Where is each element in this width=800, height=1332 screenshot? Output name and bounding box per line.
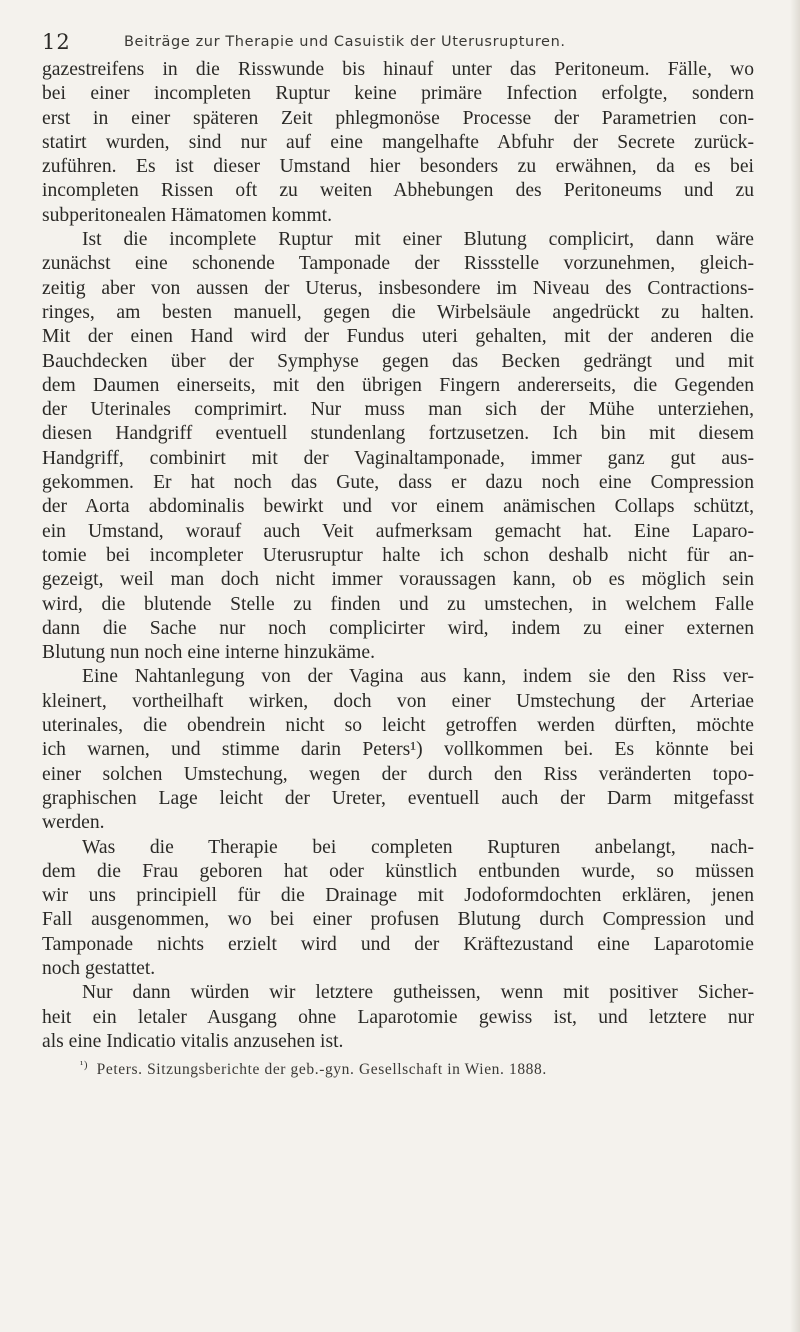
running-head: Beiträge zur Therapie und Casuistik der Uterusrupturen. <box>124 34 566 50</box>
text-line: zuführen. Es ist dieser Umstand hier besonders zu erwähnen, da es bei <box>42 156 754 178</box>
text-line: gezeigt, weil man doch nicht immer voraussagen kann, ob es möglich sein <box>42 569 754 591</box>
text-line: gekommen. Er hat noch das Gute, dass er dazu noch eine Compression <box>42 472 754 494</box>
text-line: statirt wurden, sind nur auf eine mangelhafte Abfuhr der Secrete zurück- <box>42 131 754 153</box>
text-line: Mit der einen Hand wird der Fundus uteri gehalten, mit der anderen die <box>42 326 754 348</box>
text-line: wir uns principiell für die Drainage mit Jodoformdochten erklären, jenen <box>42 885 754 907</box>
text-line: zunächst eine schonende Tamponade der Rissstelle vorzunehmen, gleich- <box>42 253 754 275</box>
footnote-mark: ¹) <box>80 1059 89 1071</box>
text-line: Tamponade nichts erzielt wird und der Kräftezustand eine Laparotomie <box>42 933 754 955</box>
text-line: bei einer incompleten Ruptur keine primäre Infection erfolgte, sondern <box>42 83 754 105</box>
text-line: dann die Sache nur noch complicirter wird, indem zu einer externen <box>42 617 754 639</box>
text-line: werden. <box>42 812 105 834</box>
text-line: subperitonealen Hämatomen kommt. <box>42 204 333 226</box>
text-line: graphischen Lage leicht der Ureter, eventuell auch der Darm mitgefasst <box>42 787 754 809</box>
footnote <box>80 1059 720 1079</box>
page-header <box>42 30 762 56</box>
text-line: noch gestattet. <box>42 957 156 979</box>
text-line: Ist die incomplete Ruptur mit einer Blutung complicirt, dann wäre <box>82 229 754 251</box>
text-line: einer solchen Umstechung, wegen der durch den Riss veränderten topo- <box>42 763 754 785</box>
text-line: tomie bei incompleter Uterusruptur halte ich schon deshalb nicht für an- <box>42 544 754 566</box>
text-line: Nur dann würden wir letztere gutheissen, wenn mit positiver Sicher- <box>82 982 754 1004</box>
text-line: uterinales, die obendrein nicht so leicht getroffen werden dürften, möchte <box>42 715 754 737</box>
text-line: kleinert, vortheilhaft wirken, doch von einer Umstechung der Arteriae <box>42 690 754 712</box>
text-line: dem Daumen einerseits, mit den übrigen Fingern andererseits, die Gegenden <box>42 374 754 396</box>
text-line: wird, die blutende Stelle zu finden und zu umstechen, in welchem Falle <box>42 593 754 615</box>
text-line: heit ein letaler Ausgang ohne Laparotomie gewiss ist, und letztere nur <box>42 1006 754 1028</box>
text-line: Blutung nun noch eine interne hinzukäme. <box>42 642 376 664</box>
footnote-text: Peters. Sitzungsberichte der geb.-gyn. Gesellschaft in Wien. 1888. <box>96 1061 547 1078</box>
page-number: 12 <box>42 30 71 54</box>
text-line: Eine Nahtanlegung von der Vagina aus kann, indem sie den Riss ver- <box>82 666 754 688</box>
text-line: ich warnen, und stimme darin Peters¹) vollkommen bei. Es könnte bei <box>42 739 754 761</box>
text-line: Bauchdecken über der Symphyse gegen das Becken gedrängt und mit <box>42 350 754 372</box>
text-line: erst in einer späteren Zeit phlegmonöse Processe der Parametrien con- <box>42 107 754 129</box>
text-line: dem die Frau geboren hat oder künstlich entbunden wurde, so müssen <box>42 860 754 882</box>
text-line: der Uterinales comprimirt. Nur muss man sich der Mühe unterziehen, <box>42 399 754 421</box>
text-line: zeitig aber von aussen der Uterus, insbesondere im Niveau des Contractions- <box>42 277 754 299</box>
text-line: gazestreifens in die Risswunde bis hinauf unter das Peritoneum. Fälle, wo <box>42 59 754 80</box>
text-line: Handgriff, combinirt mit der Vaginaltamponade, immer ganz gut aus- <box>42 447 754 469</box>
text-line: Fall ausgenommen, wo bei einer profusen Blutung durch Compression und <box>42 909 754 931</box>
text-line: der Aorta abdominalis bewirkt und vor einem anämischen Collaps schützt, <box>42 496 754 518</box>
text-line: Was die Therapie bei completen Rupturen anbelangt, nach- <box>82 836 754 858</box>
text-line: als eine Indicatio vitalis anzusehen ist. <box>42 1030 344 1052</box>
text-line: diesen Handgriff eventuell stundenlang fortzusetzen. Ich bin mit diesem <box>42 423 754 445</box>
text-line: incompleten Rissen oft zu weiten Abhebungen des Peritoneums und zu <box>42 180 754 202</box>
text-line: ringes, am besten manuell, gegen die Wirbelsäule angedrückt zu halten. <box>42 301 754 323</box>
text-line: ein Umstand, worauf auch Veit aufmerksam gemacht hat. Eine Laparo- <box>42 520 754 542</box>
body-text <box>42 58 754 1054</box>
page-edge-shadow <box>790 0 800 1332</box>
